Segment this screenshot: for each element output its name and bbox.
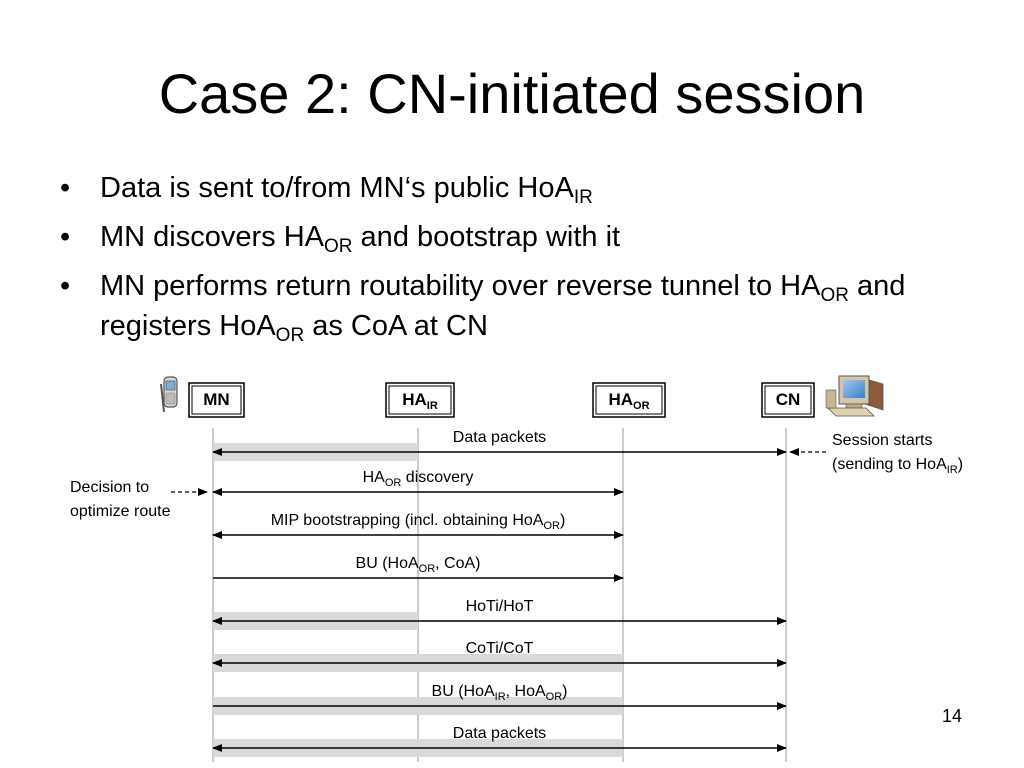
label-text: CoTi/CoT [465, 640, 534, 657]
bullet-dot: • [60, 221, 71, 253]
label-text: HoTi/HoT [465, 598, 534, 615]
session-note-line2 [832, 456, 963, 476]
label-text: HA [362, 469, 385, 486]
bullet-text: and registers HoA [100, 270, 906, 342]
entity-mn [189, 383, 244, 417]
label-subscript: OR [418, 563, 436, 575]
bullet-subscript: OR [820, 285, 849, 306]
slide-title: Case 2: CN-initiated session [158, 62, 866, 125]
entity-cn [762, 383, 814, 417]
label-text: ) [562, 683, 568, 700]
entity-subscript: OR [633, 400, 650, 412]
entity-subscript: IR [426, 400, 438, 412]
entity-ha-ir [386, 383, 454, 417]
entity-label: $HA_{IR}$ [402, 390, 438, 412]
bullet-text: MN discovers HA [100, 221, 324, 253]
desktop-computer-icon [826, 376, 883, 416]
entity-label: CN [775, 390, 801, 409]
label-text: (sending to HoA [832, 456, 947, 473]
mobile-phone-icon [161, 377, 177, 412]
label-text: Data packets [452, 429, 547, 446]
bullet-text: MN performs return routability over reverse tunnel to HA [100, 270, 821, 302]
message-label [466, 598, 534, 615]
label-text: Data packets [452, 725, 547, 742]
label-subscript: OR [384, 477, 402, 489]
decision-note-line1: Decision to [70, 479, 150, 496]
bullet-dot: • [60, 270, 71, 302]
label-subscript: OR [545, 691, 563, 703]
bullet-subscript: IR [573, 187, 593, 208]
bullet-text: as CoA at CN [304, 310, 488, 342]
message-label [453, 725, 546, 742]
label-text: , HoA [505, 683, 546, 700]
session-note [790, 432, 963, 476]
message-label [453, 429, 546, 446]
label-text: MIP bootstrapping (incl. obtaining HoA [270, 512, 544, 529]
page-number: 14 [941, 706, 963, 726]
bullet-subscript: OR [275, 325, 305, 346]
message-label [356, 555, 481, 575]
label-subscript: IR [494, 691, 506, 703]
entity-ha-or [593, 383, 665, 417]
label-text: BU (HoA [431, 683, 495, 700]
bullet-dot: • [60, 172, 71, 204]
session-note-line1: Session starts [832, 432, 933, 449]
decision-note-line2: optimize route [70, 503, 171, 520]
bullet-text: and bootstrap with it [352, 221, 621, 253]
bullet-subscript: OR [324, 236, 353, 257]
label-text: BU (HoA [355, 555, 419, 572]
label-text: , CoA) [435, 555, 481, 572]
label-text: ) [957, 456, 964, 473]
label-subscript: OR [543, 520, 560, 532]
bullet-text: Data is sent to/from MN‘s public HoA [100, 172, 574, 204]
label-subscript: IR [946, 464, 958, 476]
decision-note [70, 479, 207, 520]
entity-label: $HA_{OR}$ [608, 390, 650, 412]
label-text: ) [559, 512, 566, 529]
message-label [466, 640, 534, 657]
label-text: discovery [401, 469, 474, 486]
entity-label: MN [203, 390, 230, 409]
